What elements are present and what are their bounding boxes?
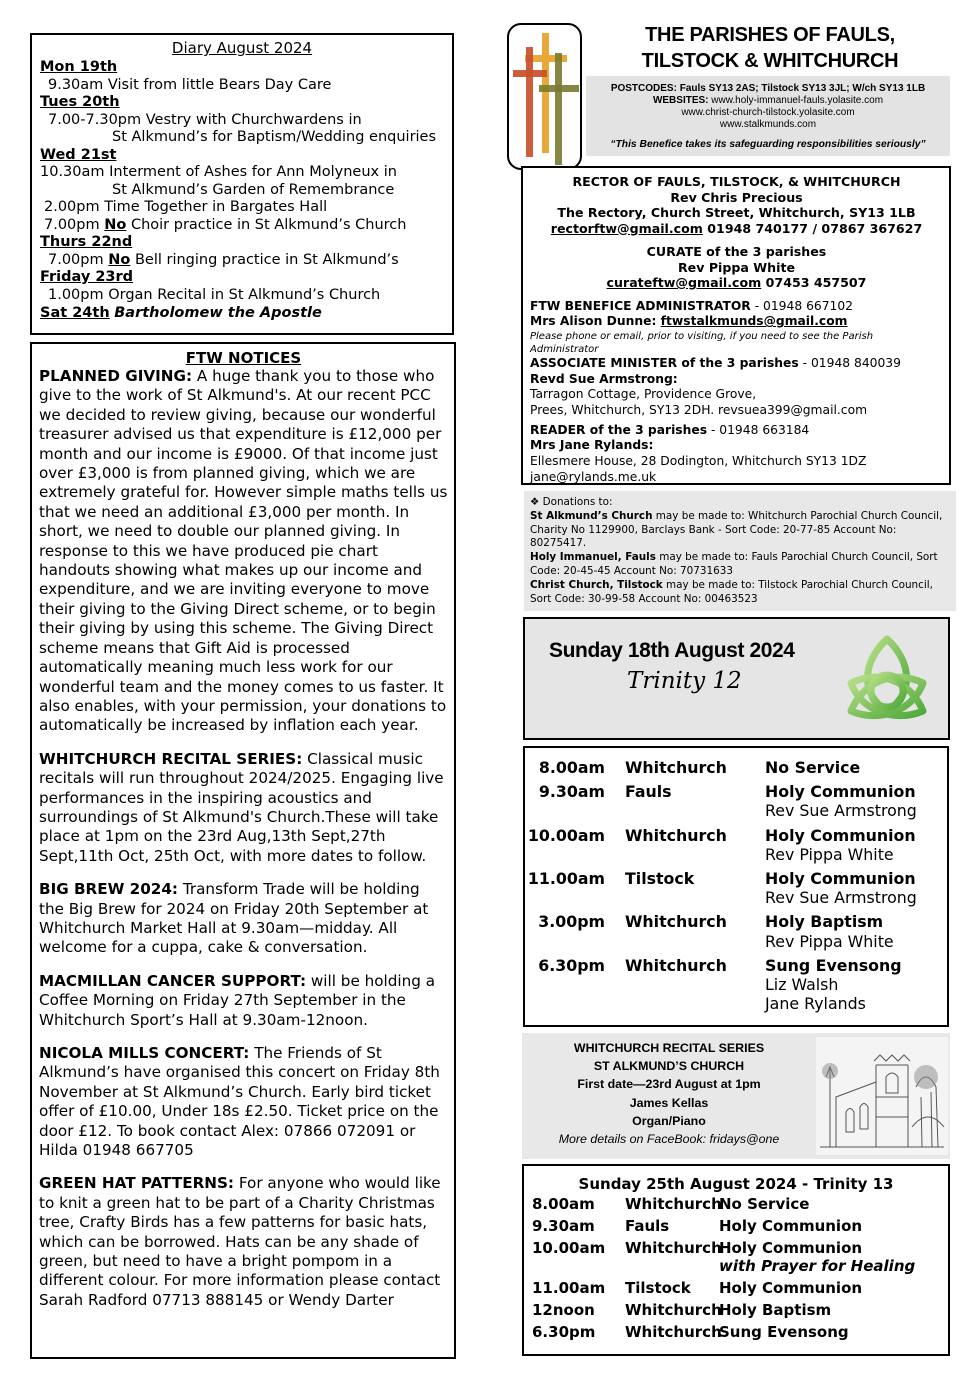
website-link[interactable]: www.christ-church-tilstock.yolasite.com xyxy=(681,107,855,118)
notice-planned-giving xyxy=(39,367,448,736)
services-18-box xyxy=(523,746,949,1027)
diary-text: Bell ringing practice in St Alkmund’s xyxy=(130,251,399,268)
service-row xyxy=(524,1217,948,1235)
notice-text: will be holding a Coffee Morning on Friday 27th September in the Whitchurch Sport’s Hall at 9.30am-12noon. xyxy=(39,971,436,1029)
admin-note: Please phone or email, prior to visiting, if you need to see the Parish Administrator xyxy=(530,330,874,355)
service-row xyxy=(524,1301,948,1319)
donations-box xyxy=(524,491,956,611)
notice-concert xyxy=(39,1044,448,1160)
service-row xyxy=(525,782,947,820)
diary-entry: 2.00pm Time Together in Bargates Hall xyxy=(44,199,328,215)
service-time: 10.00am xyxy=(527,825,605,845)
notice-heading: WHITCHURCH RECITAL SERIES: xyxy=(39,749,303,768)
service-list xyxy=(525,758,947,1013)
recital-performer: James Kellas xyxy=(629,1095,709,1110)
service-name: No Service xyxy=(719,1195,810,1213)
curate-title: CURATE of the 3 parishes xyxy=(646,244,827,259)
service-time: 11.00am xyxy=(527,869,605,889)
triquetra-icon xyxy=(843,633,931,723)
service-name: Holy Baptism xyxy=(719,1301,832,1319)
service-row xyxy=(525,956,947,1014)
sunday-heading: Sunday 18th August 2024 xyxy=(549,639,795,662)
notice-heading: BIG BREW 2024: xyxy=(39,880,179,899)
services-25-box xyxy=(522,1164,950,1356)
service-row xyxy=(524,1323,948,1341)
service-row xyxy=(525,912,947,950)
service-minister: Jane Rylands xyxy=(765,994,866,1014)
recital-more-details: More details on FaceBook: fridays@one xyxy=(558,1132,780,1147)
service-minister: Rev Sue Armstrong xyxy=(765,888,917,908)
diary-day-wed: Wed 21st xyxy=(40,146,117,163)
diary-day-mon: Mon 19th xyxy=(40,59,118,75)
cross-icon xyxy=(509,25,582,170)
service-name: Holy Communion xyxy=(765,869,916,889)
donation-details: may be made to: Tilstock Parochial Church Council, Sort Code: 30-99-58 Account No: 00463523 xyxy=(530,578,933,605)
associate-title: ASSOCIATE MINISTER of the 3 parishes xyxy=(530,355,799,370)
reader-phone: - 01948 663184 xyxy=(707,422,810,437)
diary-entry: 10.30am Interment of Ashes for Ann Molyneux in xyxy=(40,164,397,180)
diary-entry xyxy=(40,252,444,270)
diary-box xyxy=(30,33,454,335)
service-place: Whitchurch xyxy=(625,1301,722,1319)
sunday-heading-box xyxy=(523,617,950,740)
diary-no: No xyxy=(104,216,127,233)
associate-phone: - 01948 840039 xyxy=(798,355,901,370)
service-place: Whitchurch xyxy=(625,1323,722,1341)
safeguarding-statement: “This Benefice takes its safeguarding responsibilities seriously” xyxy=(610,139,926,150)
notice-text: The Friends of St Alkmund’s have organised this concert on Friday 8th November at St Alkmund’s Church. Early bird ticket offer of £10.00, Under 18s £2.50. Ticket price on the door £12. To book contact Alex: 07866 072091 or Hilda 01948 667705 xyxy=(39,1044,440,1160)
service-list xyxy=(524,1195,948,1341)
rector-block xyxy=(530,174,943,291)
notice-green-hat xyxy=(39,1174,448,1310)
donation-item xyxy=(530,510,950,551)
service-place: Whitchurch xyxy=(625,912,727,932)
service-minister: Liz Walsh xyxy=(765,975,839,995)
diary-time: 7.00pm xyxy=(48,251,109,268)
diary-entry xyxy=(40,304,444,322)
associate-address: Prees, Whitchurch, SY13 2DH. revsuea399@gmail.com xyxy=(530,403,868,418)
sunday25-title: Sunday 25th August 2024 - Trinity 13 xyxy=(578,1175,894,1193)
service-time: 9.30am xyxy=(538,782,605,802)
reader-address: Ellesmere House, 28 Dodington, Whitchurch SY13 1DZ xyxy=(530,454,867,469)
diary-day-tue: Tues 20th xyxy=(40,94,120,110)
donation-church: Christ Church, Tilstock xyxy=(530,578,663,591)
diary-no: No xyxy=(108,251,131,268)
curate-phone: 07453 457507 xyxy=(761,275,867,290)
service-place: Whitchurch xyxy=(625,758,727,777)
recital-instrument: Organ/Piano xyxy=(632,1113,706,1128)
diary-entry: 1.00pm Organ Recital in St Alkmund’s Church xyxy=(48,286,381,303)
curate-email-link[interactable]: curateftw@gmail.com xyxy=(606,275,762,290)
notice-heading: NICOLA MILLS CONCERT: xyxy=(39,1044,250,1062)
service-time: 9.30am xyxy=(532,1217,595,1235)
diary-day-sat: Sat 24th xyxy=(40,305,110,321)
curate-name: Rev Pippa White xyxy=(677,259,796,275)
notice-heading: GREEN HAT PATTERNS: xyxy=(39,1174,235,1193)
notice-text: For anyone who would like to knit a green hat to be part of a Charity Christmas tree, Crafty Birds has a few patterns for basic hats, which can be borrowed. Hats can be any shade of green, but need to have a bright pompom in a different colour. For more information please contact Sarah Radford 07713 888145 or Wendy Darter xyxy=(39,1174,441,1309)
diary-entry: 9.30am Visit from little Bears Day Care xyxy=(48,76,332,93)
website-link[interactable]: www.holy-immanuel-fauls.yolasite.com xyxy=(708,95,884,106)
reader-name: Mrs Jane Rylands: xyxy=(530,438,654,453)
rector-title: RECTOR OF FAULS, TILSTOCK, & WHITCHURCH xyxy=(572,174,901,189)
crosses-logo xyxy=(507,23,582,170)
admin-phone: - 01948 667102 xyxy=(750,298,854,313)
associate-address: Tarragon Cottage, Providence Grove, xyxy=(530,387,757,402)
service-name: Holy Communion xyxy=(719,1279,863,1297)
parish-title-line: THE PARISHES OF FAULS, xyxy=(645,24,895,46)
church-sketch-image xyxy=(816,1037,948,1155)
service-place: Fauls xyxy=(625,782,672,802)
notice-recital-series xyxy=(39,750,448,866)
admin-name: Mrs Alison Dunne: xyxy=(530,314,661,329)
diary-entry: St Alkmund’s Garden of Remembrance xyxy=(112,181,395,198)
service-name: Holy Communion xyxy=(765,782,916,802)
associate-name: Revd Sue Armstrong: xyxy=(530,371,678,386)
recital-box xyxy=(522,1033,950,1159)
service-time: 12noon xyxy=(532,1301,595,1319)
service-row xyxy=(525,869,947,907)
service-row xyxy=(525,826,947,864)
service-time: 6.30pm xyxy=(538,955,605,975)
rector-name: Rev Chris Precious xyxy=(670,189,803,205)
notice-heading: PLANNED GIVING: xyxy=(39,367,193,385)
diary-day-thu: Thurs 22nd xyxy=(40,234,133,250)
notice-heading: MACMILLAN CANCER SUPPORT: xyxy=(39,971,307,990)
service-minister: Rev Pippa White xyxy=(765,931,894,951)
service-minister: Rev Sue Armstrong xyxy=(765,801,917,821)
recital-church: ST ALKMUND’S CHURCH xyxy=(593,1059,745,1074)
service-time: 3.00pm xyxy=(538,912,605,932)
service-minister: Rev Pippa White xyxy=(765,844,894,864)
notice-text: Classical music recitals will run throughout 2024/2025. Engaging live performances in the inspiring acoustics and surroundings of St Alkmund's Church.These will take place at 1pm on the 23rd Aug,13th Sept,27th Sept,11th Oct, 25th Oct, with more dates to follow. xyxy=(39,749,444,865)
service-name: Sung Evensong xyxy=(765,955,902,975)
service-time: 11.00am xyxy=(532,1279,606,1297)
service-place: Tilstock xyxy=(625,869,695,889)
notice-text: Transform Trade will be holding the Big Brew for 2024 on Friday 20th September at Whitchurch Market Hall at 9.30am—midday. All welcome for a cuppa, cake & conversation. xyxy=(39,880,429,957)
reader-email[interactable]: jane@rylands.me.uk xyxy=(530,469,657,484)
service-place: Whitchurch xyxy=(625,1239,722,1257)
donation-item xyxy=(530,579,950,607)
recital-title: WHITCHURCH RECITAL SERIES xyxy=(573,1041,765,1055)
admin-title: FTW BENEFICE ADMINISTRATOR xyxy=(530,298,751,313)
recital-text xyxy=(522,1039,816,1148)
service-place: Whitchurch xyxy=(625,955,727,975)
service-name: Holy Baptism xyxy=(765,912,884,932)
service-place: Tilstock xyxy=(625,1279,691,1297)
notice-text: A huge thank you to those who give to the work of St Alkmund's. At our recent PCC we decided to review giving, because our wonderful treasurer advised us that expenditure is £12,000 per month and our income is £9000. Of that income just over £3,000 is from planned giving, which we are extremely grateful for. However simple maths tells us that we need an additional £3,000 per month. In short, we need to double our planned giving. In response to this we have produced pie chart handouts showing what makes up our income and expenditure, and we are inviting everyone to move their giving to the Giving Direct scheme, or to begin their giving by using this scheme. The Giving Direct scheme means that Gift Aid is processed automatically meaning much less work for our wonderful team and the money comes to us faster. It also enables, with your permission, your donations to automatically be increased by inflation each year. xyxy=(39,367,448,735)
service-name: Holy Communion xyxy=(765,825,916,845)
diary-text: Choir practice in St Alkmund’s Church xyxy=(126,216,407,233)
admin-email-link[interactable]: ftwstalkmunds@gmail.com xyxy=(660,314,848,329)
donation-church: St Alkmund’s Church xyxy=(530,509,653,522)
service-name: Holy Communion xyxy=(719,1239,863,1257)
service-name: No Service xyxy=(765,758,861,777)
websites-label: WEBSITES: xyxy=(652,95,709,106)
service-name: Holy Communion xyxy=(719,1217,863,1235)
notices-box xyxy=(30,342,456,1359)
websites xyxy=(586,95,950,107)
donation-item xyxy=(530,551,950,579)
notices-title: FTW NOTICES xyxy=(185,349,302,367)
service-time: 8.00am xyxy=(532,1195,595,1213)
service-place: Fauls xyxy=(625,1217,670,1235)
service-time: 10.00am xyxy=(532,1239,606,1257)
trinity-label: Trinity 12 xyxy=(627,668,742,694)
donations-heading: ❖ Donations to: xyxy=(530,496,613,508)
service-place: Whitchurch xyxy=(625,1195,722,1213)
header-info xyxy=(586,76,950,156)
diary-entry: 7.00-7.30pm Vestry with Churchwardens in xyxy=(48,111,362,128)
postcodes: POSTCODES: Fauls SY13 2AS; Tilstock SY13 3JL; W/ch SY13 1LB xyxy=(610,83,926,94)
diary-time: 7.00pm xyxy=(44,216,105,233)
contacts-box xyxy=(521,166,951,485)
service-row xyxy=(524,1195,948,1213)
service-note: with Prayer for Healing xyxy=(719,1257,916,1275)
reader-title: READER of the 3 parishes xyxy=(530,422,708,437)
donation-details: may be made to: Fauls Parochial Church Council, Sort Code: 20-45-45 Account No: 70731633 xyxy=(530,551,938,577)
notice-macmillan xyxy=(39,972,448,1030)
rector-phone: 01948 740177 / 07867 367627 xyxy=(702,220,923,236)
diary-day-fri: Friday 23rd xyxy=(40,269,134,285)
service-name: Sung Evensong xyxy=(719,1323,849,1341)
diary-feast: Bartholomew the Apostle xyxy=(114,305,322,321)
parish-title-line: TILSTOCK & WHITCHURCH xyxy=(641,50,899,72)
donation-church: Holy Immanuel, Fauls xyxy=(530,551,656,564)
service-row xyxy=(524,1239,948,1275)
rector-email-link[interactable]: rectorftw@gmail.com xyxy=(550,220,703,236)
service-time: 8.00am xyxy=(538,758,605,777)
parish-title xyxy=(590,22,950,74)
service-time: 6.30pm xyxy=(532,1323,596,1341)
service-row xyxy=(525,758,947,777)
diary-entry: St Alkmund’s for Baptism/Wedding enquiries xyxy=(112,129,437,145)
service-row xyxy=(524,1279,948,1297)
diary-entry xyxy=(40,217,444,235)
rector-address: The Rectory, Church Street, Whitchurch, SY13 1LB xyxy=(557,205,916,220)
admin-block xyxy=(530,299,943,486)
notice-big-brew xyxy=(39,880,448,958)
donation-details: may be made to: Whitchurch Parochial Church Council, Charity No 1129900, Barclays Bank - Sort Code: 20-77-85 Account No: 80275417. xyxy=(530,509,943,550)
service-place: Whitchurch xyxy=(625,825,727,845)
diary-title: Diary August 2024 xyxy=(171,39,313,57)
website-link[interactable]: www.stalkmunds.com xyxy=(719,119,817,130)
recital-date: First date—23rd August at 1pm xyxy=(577,1077,761,1092)
